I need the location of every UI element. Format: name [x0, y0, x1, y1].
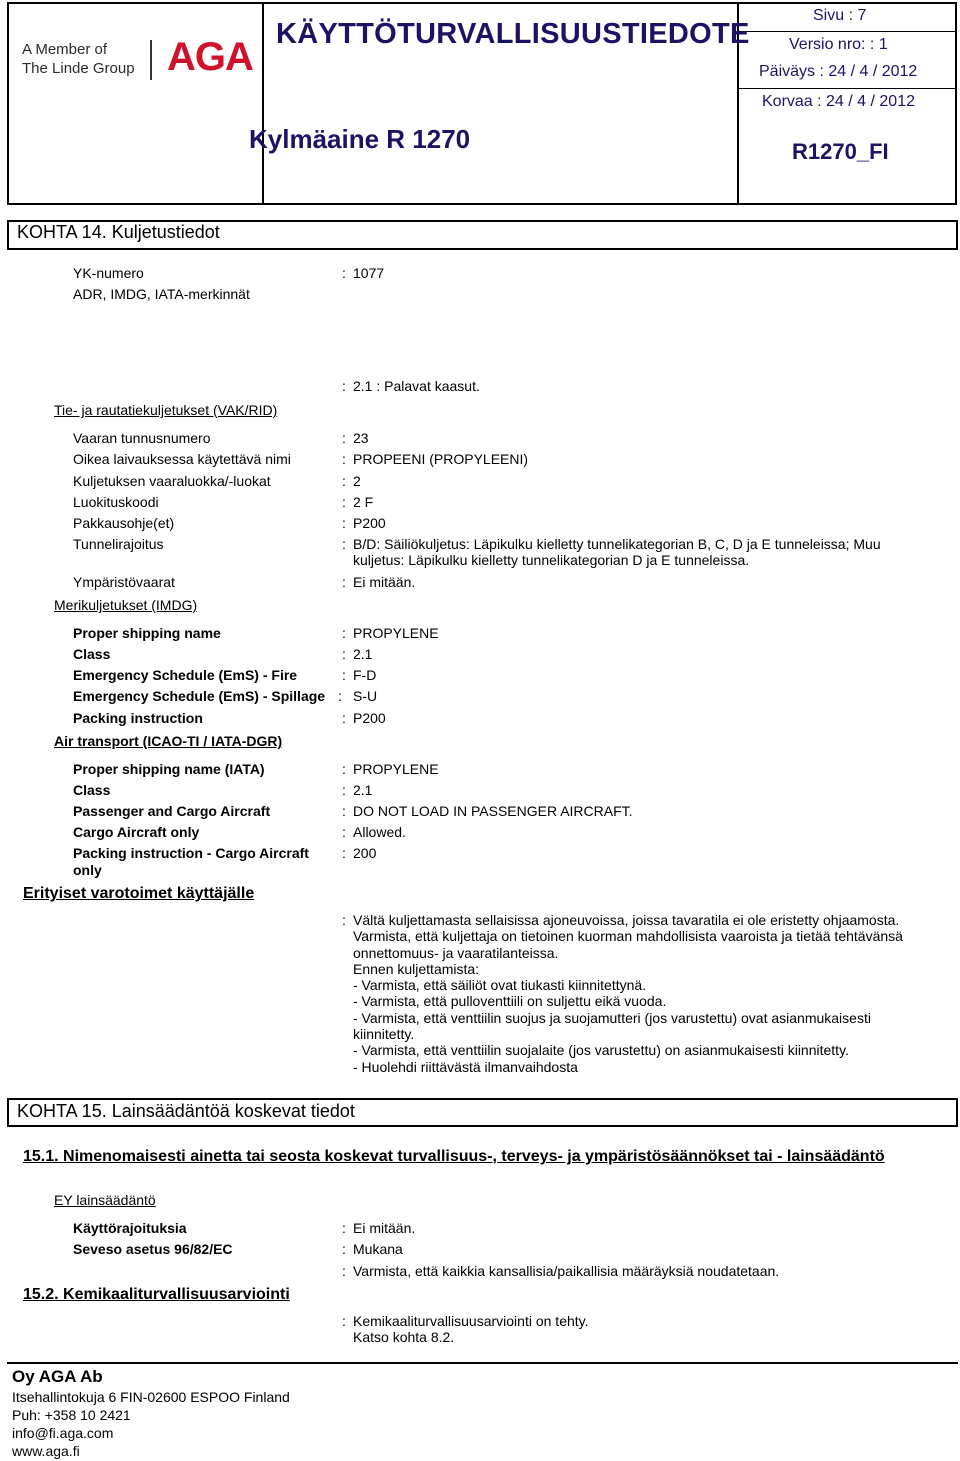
env-value: Ei mitään. [353, 574, 416, 590]
subsection-15-2-heading: 15.2. Kemikaaliturvallisuusarviointi [23, 1286, 290, 1303]
tunnel-label: Tunnelirajoitus [73, 536, 164, 552]
header-divider [262, 4, 264, 203]
subsection-15-1-heading: 15.1. Nimenomaisesti ainetta tai seosta koskevat turvallisuus-, terveys- ja ympäristösäännökset tai - lainsäädäntö [23, 1148, 885, 1165]
air-label: Cargo Aircraft only [73, 824, 200, 840]
colon: : [342, 912, 346, 928]
special-precautions-heading: Erityiset varotoimet käyttäjälle [23, 885, 255, 902]
colon: : [342, 782, 346, 798]
eu-value: Ei mitään. [353, 1220, 416, 1236]
special-line: - Varmista, että pulloventtiili on suljettu eikä vuoda. [353, 993, 667, 1010]
replaces-date: Korvaa : 24 / 4 / 2012 [762, 93, 915, 110]
road-value: 2 [353, 473, 361, 489]
special-line: Varmista, että kuljettaja on tietoinen kuorman mahdollisista vaaroista ja tietää tehtävänsä onnettomuus- ja vaaratilanteissa. [353, 928, 903, 961]
page-number: Sivu : 7 [813, 7, 867, 24]
marks-value: 2.1 : Palavat kaasut. [353, 378, 480, 394]
un-number-label: YK-numero [73, 265, 144, 281]
sea-heading: Merikuljetukset (IMDG) [54, 597, 198, 613]
sea-label: Class [73, 646, 111, 662]
section-14-heading: KOHTA 14. Kuljetustiedot [17, 222, 220, 242]
special-line: - Varmista, että venttiilin suojalaite (jos varustettu) on asianmukaisesti kiinnitetty. [353, 1042, 849, 1059]
colon: : [342, 1313, 346, 1329]
header-divider [739, 31, 957, 32]
footer-company: Oy AGA Ab [12, 1367, 103, 1386]
un-number-value: 1077 [353, 265, 385, 281]
colon: : [342, 803, 346, 819]
special-line: Ennen kuljettamista: [353, 960, 480, 977]
colon: : [342, 761, 346, 777]
eu-heading: EY lainsäädäntö [54, 1192, 156, 1208]
colon: : [342, 430, 346, 446]
assessment-line-1: Kemikaaliturvallisuusarviointi on tehty. [353, 1313, 589, 1329]
colon: : [342, 710, 346, 726]
footer-email[interactable]: info@fi.aga.com [12, 1425, 114, 1441]
colon: : [342, 515, 346, 531]
eu-value: Mukana [353, 1241, 403, 1257]
air-label: Class [73, 782, 111, 798]
product-name: Kylmäaine R 1270 [249, 124, 471, 154]
road-value: 2 F [353, 494, 374, 510]
sea-label: Packing instruction [73, 710, 203, 726]
footer-phone: Puh: +358 10 2421 [12, 1407, 131, 1423]
colon: : [342, 536, 346, 552]
national-regulations-value: Varmista, että kaikkia kansallisia/paikallisia määräyksiä noudatetaan. [353, 1263, 780, 1279]
footer-website[interactable]: www.aga.fi [12, 1443, 80, 1459]
tunnel-value: B/D: Säiliökuljetus: Läpikulku kielletty tunnelikategorian B, C, D ja E tunneleissa; Muu kuljetus: Läpikulku kielletty tunnelikategorian D ja E tunneleissa. [353, 536, 881, 568]
eu-label: Käyttörajoituksia [73, 1220, 187, 1236]
air-value: Allowed. [353, 824, 406, 840]
colon: : [342, 845, 346, 861]
road-label: Oikea laivauksessa käytettävä nimi [73, 451, 291, 467]
special-line: - Varmista, että säiliöt ovat tiukasti kiinnitettynä. [353, 977, 647, 994]
version: Versio nro: : 1 [789, 36, 888, 53]
colon: : [342, 494, 346, 510]
sea-label: Emergency Schedule (EmS) - Spillage [73, 688, 326, 704]
road-value: PROPEENI (PROPYLEENI) [353, 451, 529, 467]
colon: : [342, 646, 346, 662]
special-line: Vältä kuljettamasta sellaisissa ajoneuvoissa, joissa tavaratila ei ole eristetty ohjaamosta. [353, 912, 900, 928]
sea-value: PROPYLENE [353, 625, 439, 641]
air-label: Passenger and Cargo Aircraft [73, 803, 271, 819]
colon: : [342, 1263, 346, 1279]
colon: : [338, 688, 342, 704]
sea-label: Proper shipping name [73, 625, 221, 641]
colon: : [342, 824, 346, 840]
sea-value: 2.1 [353, 646, 373, 662]
air-label: Packing instruction - Cargo Aircraft only [73, 845, 309, 878]
road-label: Luokituskoodi [73, 494, 159, 510]
marks-label: ADR, IMDG, IATA-merkinnät [73, 286, 250, 302]
air-value: 200 [353, 845, 377, 861]
air-heading: Air transport (ICAO-TI / IATA-DGR) [54, 733, 283, 749]
document-title: KÄYTTÖTURVALLISUUSTIEDOTE [276, 18, 750, 50]
road-heading: Tie- ja rautatiekuljetukset (VAK/RID) [54, 402, 278, 418]
air-value: DO NOT LOAD IN PASSENGER AIRCRAFT. [353, 803, 633, 819]
header-divider [739, 88, 957, 89]
env-label: Ympäristövaarat [73, 574, 175, 590]
air-label: Proper shipping name (IATA) [73, 761, 265, 777]
eu-label: Seveso asetus 96/82/EC [73, 1241, 233, 1257]
air-value: 2.1 [353, 782, 373, 798]
special-line: - Varmista, että venttiilin suojus ja suojamutteri (jos varustettu) ovat asianmukaisesti kiinnitetty. [353, 1009, 871, 1043]
footer-divider [7, 1362, 958, 1364]
colon: : [342, 1241, 346, 1257]
colon: : [342, 473, 346, 489]
colon: : [342, 574, 346, 590]
colon: : [342, 451, 346, 467]
linde-line-1: A Member of [22, 41, 108, 58]
colon: : [342, 378, 346, 394]
colon: : [342, 265, 346, 281]
document-code: R1270_FI [792, 139, 889, 164]
sea-value: F-D [353, 667, 377, 683]
road-label: Pakkausohje(et) [73, 515, 175, 531]
logo-divider [150, 40, 152, 80]
footer-address: Itsehallintokuja 6 FIN-02600 ESPOO Finland [12, 1389, 290, 1405]
assessment-line-2: Katso kohta 8.2. [353, 1329, 455, 1345]
colon: : [342, 625, 346, 641]
sea-value: P200 [353, 710, 386, 726]
road-value: 23 [353, 430, 369, 446]
road-value: P200 [353, 515, 386, 531]
special-precautions-text [353, 912, 933, 1075]
sea-label: Emergency Schedule (EmS) - Fire [73, 667, 298, 683]
colon: : [342, 1220, 346, 1236]
section-15-heading: KOHTA 15. Lainsäädäntöä koskevat tiedot [17, 1101, 355, 1121]
air-value: PROPYLENE [353, 761, 439, 777]
issue-date: Päiväys : 24 / 4 / 2012 [759, 63, 918, 80]
sea-value: S-U [353, 688, 378, 704]
road-label: Vaaran tunnusnumero [73, 430, 211, 446]
special-line: - Huolehdi riittävästä ilmanvaihdosta [353, 1058, 578, 1075]
linde-line-2: The Linde Group [22, 60, 135, 77]
colon: : [342, 667, 346, 683]
road-label: Kuljetuksen vaaraluokka/-luokat [73, 473, 271, 489]
aga-logo: AGA [167, 35, 253, 79]
